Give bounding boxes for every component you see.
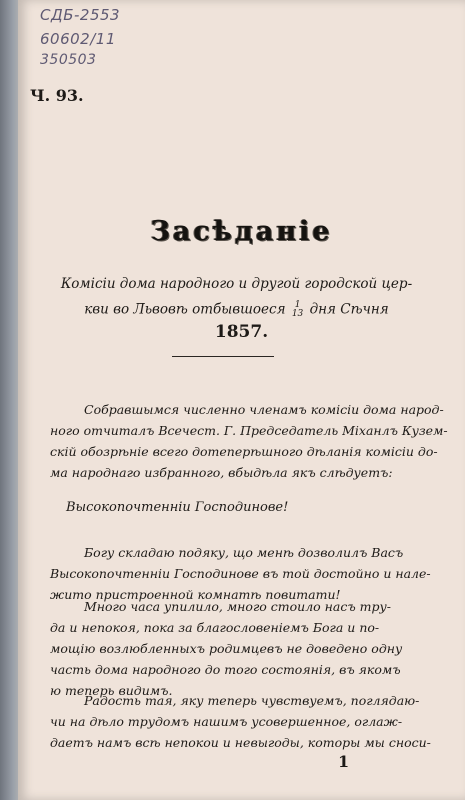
paragraph-line: мощію возлюбленныхъ родимцевъ не доведено одну xyxy=(50,641,403,656)
library-stamp-line-2: 60602/11 xyxy=(40,30,116,48)
paragraph-line: скій обозрѣніе всего дотеперѣшного дѣланія комісіи до- xyxy=(50,444,438,459)
divider-rule xyxy=(172,356,274,357)
paragraph-1 xyxy=(50,399,450,483)
paragraph-line: Много часа упилило, много стоило насъ тру- xyxy=(84,599,391,614)
issue-number: Ч. 93. xyxy=(30,86,84,105)
subtitle-line-2-after: дня Сѣчня xyxy=(309,301,389,318)
document-page xyxy=(18,0,465,800)
paragraph-line: ма народнаго избранного, вбыдѣла якъ слѣдуетъ: xyxy=(50,465,393,480)
subtitle-line-1: Комісіи дома народного и другой городской цер- xyxy=(60,276,413,292)
paragraph-line: ного отчиталъ Всечест. Г. Председатель Міханлъ Кузем- xyxy=(50,423,448,438)
paragraph-line: да и непокоя, пока за благословеніемъ Бога и по- xyxy=(50,620,380,635)
document-title: Засѣданіе xyxy=(150,216,333,247)
year: 1857. xyxy=(214,322,269,342)
library-stamp-line-3: 350503 xyxy=(40,52,97,68)
paragraph-line: Собравшымся численно членамъ комісіи дома народ- xyxy=(84,402,444,417)
paragraph-line: жито пристроенной комнатѣ повитати! xyxy=(50,587,341,602)
paragraph-line: часть дома народного до того состоянія, въ якомъ xyxy=(50,662,401,677)
paragraph-3 xyxy=(50,596,450,701)
subtitle-line-2-before: кви во Львовѣ отбывшоеся xyxy=(84,301,286,318)
date-fraction xyxy=(292,301,303,319)
paragraph-line: ю теперь видимъ. xyxy=(50,683,173,698)
paragraph-line: даетъ намъ всѣ непокои и невыгоды, которы мы сноси- xyxy=(50,735,431,750)
date-fraction-top: 1 xyxy=(294,300,301,310)
greeting: Высокопочтенніи Господинове! xyxy=(66,500,289,515)
subtitle-line-2 xyxy=(34,301,439,319)
paragraph-line: Высокопочтенніи Господинове въ той достойно и нале- xyxy=(50,566,431,581)
paragraph-line: Радость тая, яку теперь чувствуемъ, поглядаю- xyxy=(84,693,420,708)
paragraph-4 xyxy=(50,690,450,753)
paragraph-line: Богу складаю подяку, що менѣ дозволилъ Васъ xyxy=(84,545,404,560)
page-number: 1 xyxy=(338,752,350,771)
library-stamp-line-1: СДБ-2553 xyxy=(40,6,121,24)
paragraph-line: чи на дѣло трудомъ нашимъ усовершенное, оглаж- xyxy=(50,714,403,729)
date-fraction-bottom: 13 xyxy=(291,309,304,319)
